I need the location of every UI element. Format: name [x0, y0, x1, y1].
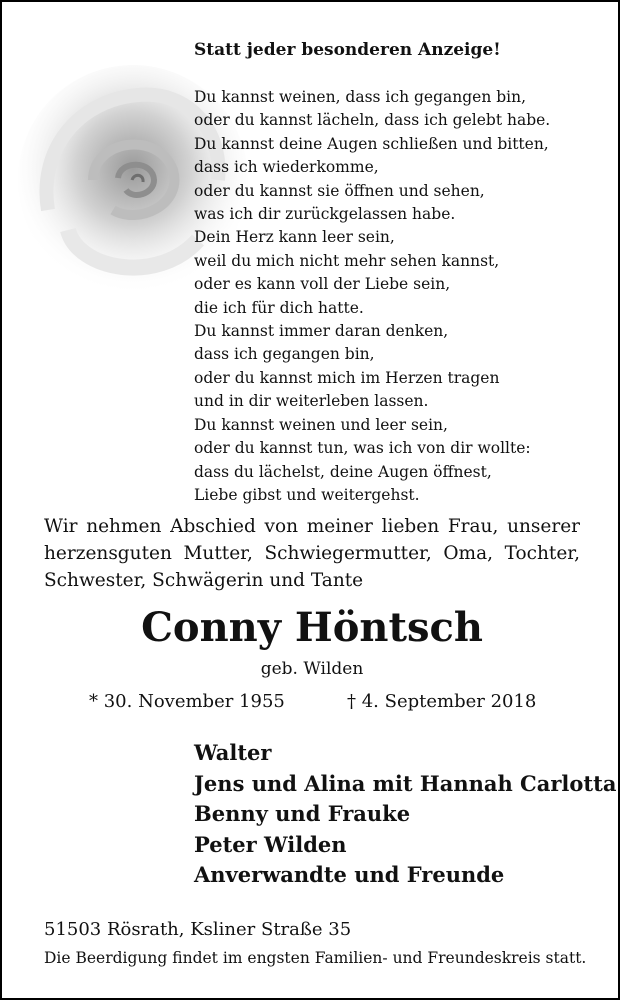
poem-line: Dein Herz kann leer sein, — [194, 228, 395, 247]
poem-line: Liebe gibst und weitergehst. — [194, 485, 420, 504]
mourner: Benny und Frauke — [194, 801, 411, 826]
heading: Statt jeder besonderen Anzeige! — [194, 40, 501, 60]
poem-line: Du kannst weinen, dass ich gegangen bin, — [194, 88, 527, 106]
poem — [194, 86, 594, 507]
poem-line: oder du kannst sie öffnen und sehen, — [194, 181, 485, 200]
address: 51503 Rösrath, Ksliner Straße 35 — [44, 919, 352, 940]
mourner: Walter — [194, 740, 272, 765]
death-date: † 4. September 2018 — [347, 691, 537, 712]
maiden-name: geb. Wilden — [260, 659, 364, 679]
mourner: Jens und Alina mit Hannah Carlotta — [194, 770, 617, 796]
poem-line: oder es kann voll der Liebe sein, — [194, 275, 451, 294]
poem-line: dass ich gegangen bin, — [194, 345, 375, 364]
poem-line: was ich dir zurückgelassen habe. — [194, 205, 456, 224]
deceased-name: Conny Höntsch — [141, 604, 483, 651]
poem-line: dass du lächelst, deine Augen öffnest, — [194, 462, 492, 481]
mourner: Anverwandte und Freunde — [194, 862, 505, 887]
poem-line: dass ich wiederkomme, — [194, 158, 379, 177]
farewell-text: Wir nehmen Abschied von meiner lieben Frau, unserer herzensguten Mutter, Schwiegermutter, Oma, Tochter, Schwester, Schwägerin und Tante — [44, 516, 580, 591]
poem-line: die ich für dich hatte. — [194, 298, 364, 317]
funeral-note: Die Beerdigung findet im engsten Familien- und Freundeskreis statt. — [44, 949, 587, 967]
mourners-list — [194, 738, 617, 891]
mourner: Peter Wilden — [194, 831, 347, 857]
poem-line: Du kannst deine Augen schließen und bitten, — [194, 134, 549, 153]
poem-line: oder du kannst lächeln, dass ich gelebt habe. — [194, 111, 551, 130]
poem-line: und in dir weiterleben lassen. — [194, 392, 429, 411]
poem-line: Du kannst immer daran denken, — [194, 322, 449, 341]
birth-date: * 30. November 1955 — [89, 691, 285, 712]
poem-line: Du kannst weinen und leer sein, — [194, 415, 448, 434]
poem-line: oder du kannst mich im Herzen tragen — [194, 368, 500, 387]
poem-line: weil du mich nicht mehr sehen kannst, — [194, 251, 500, 270]
poem-line: oder du kannst tun, was ich von dir wollte: — [194, 439, 531, 458]
